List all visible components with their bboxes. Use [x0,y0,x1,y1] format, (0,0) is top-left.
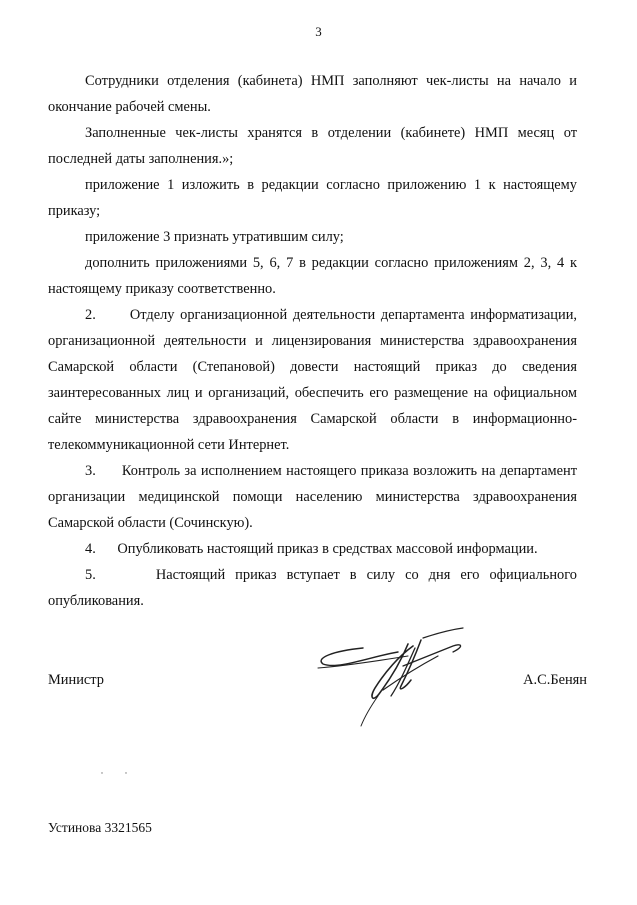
signatory-title: Министр [48,672,104,688]
paragraph-checklists-storage: Заполненные чек-листы хранятся в отделении (кабинете) НМП месяц от последней даты заполнения.»; [48,125,577,167]
handwritten-signature [303,626,503,731]
paragraph-appendices-5-6-7: дополнить приложениями 5, 6, 7 в редакции согласно приложениям 2, 3, 4 к настоящему приказу соответственно. [48,255,577,297]
paragraph-item-5: 5. Настоящий приказ вступает в силу со дня его официального опубликования. [48,567,577,609]
paragraph-item-4: 4. Опубликовать настоящий приказ в средствах массовой информации. [85,541,538,557]
paragraph-appendix-1: приложение 1 изложить в редакции согласно приложению 1 к настоящему приказу; [48,177,577,219]
page-number: 3 [315,24,322,39]
document-body [48,68,577,614]
paragraph-item-3: 3. Контроль за исполнением настоящего приказа возложить на департамент организации медицинской помощи населению министерства здравоохранения Самарской области (Сочинскую). [48,463,577,531]
scan-specks [100,770,140,776]
signatory-name: А.С.Бенян [523,672,587,688]
paragraph-appendix-3: приложение 3 признать утратившим силу; [85,229,344,245]
paragraph-item-2: 2. Отделу организационной деятельности департамента информатизации, организационной деятельности и лицензирования министерства здравоохранения Самарской области (Степановой) довести настоящий приказ до сведения заинтересованных лиц и организаций, обеспечить его размещение на официальном сайте министерства здравоохранения Самарской области в информационно-телекоммуникационной сети Интернет. [48,307,577,453]
paragraph-checklists-fill: Сотрудники отделения (кабинета) НМП заполняют чек-листы на начало и окончание рабочей смены. [48,73,577,115]
signature-block [48,664,587,744]
executor-contact: Устинова 3321565 [48,820,152,835]
